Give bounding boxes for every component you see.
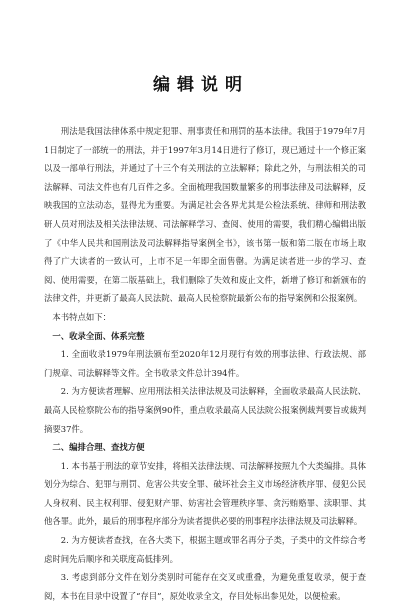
section-2-item-3: 3. 考虑到部分文件在划分类别时可能存在交叉或重叠，为避免重复收录，便于查阅，本书在目录中设置了“存目”，原处收录全文，存目处标出参见处，以便检索。 [44,572,366,601]
section-1-item-2: 2. 为方便读者理解、应用刑法相关法律法规及司法解释，全面收录最高人民法院、最高人民检察院公布的指导案例90件，重点收录最高人民法院公报案例裁判要旨或裁判摘要37件。 [44,386,366,434]
section-heading-1: 一、收录全面、体系完整 [52,330,145,341]
section-heading-2: 二、编排合理、查找方便 [52,442,145,453]
page-title: 编辑说明 [153,75,249,95]
section-1-item-1: 1. 全面收录1979年刑法颁布至2020年12月现行有效的刑事法律、行政法规、部门规章、司法解释等文件。全书收录文件总计394件。 [44,349,366,378]
document-body [44,122,366,605]
features-intro: 本书特点如下： [52,311,112,322]
intro-paragraph: 刑法是我国法律体系中规定犯罪、刑事责任和刑罚的基本法律。我国于1979年7月1日制定了一部统一的刑法，并于1997年3月14日进行了修订，现已通过十一个修正案以及一部单行刑法，并通过了十三个有关刑法的立法解释；除此之外，与刑法相关的司法解释、司法文件也有几百件之多。全面梳理我国数量繁多的刑事法律及司法解释，反映我国的立法动态，显得尤为重要。为满足社会各界尤其是公检法系统、律师和刑法教研人员对刑法及相关法律法规、司法解释学习、查阅、使用的需要，我们精心编辑出版了《中华人民共和国刑法及司法解释指导案例全书》，该书第一版和第二版在市场上取得了广大读者的一致认可，上市不足一年即全面售罄。为满足读者进一步的学习、查阅、使用需要，在第二版基础上，我们删除了失效和废止文件，新增了修订和新颁布的法律文件，并更新了最高人民法院、最高人民检察院最新公布的指导案例和公报案例。 [44,126,366,304]
section-2-item-1: 1. 本书基于刑法的章节安排，将相关法律法规、司法解释按照九个大类编排。具体划分为综合、犯罪与刑罚、危害公共安全罪、破坏社会主义市场经济秩序罪、侵犯公民人身权利、民主权利罪、侵犯财产罪、妨害社会管理秩序罪、贪污贿赂罪、渎职罪、其他各罪。此外，最后的刑事程序部分为读者提供必要的刑事程序法律法规及司法解释。 [44,460,366,527]
section-2-item-2: 2. 为方便读者查找，在各大类下，根据主题或罪名再分子类，子类中的文件综合考虑时间先后顺序和关联度高低排列。 [44,535,366,564]
